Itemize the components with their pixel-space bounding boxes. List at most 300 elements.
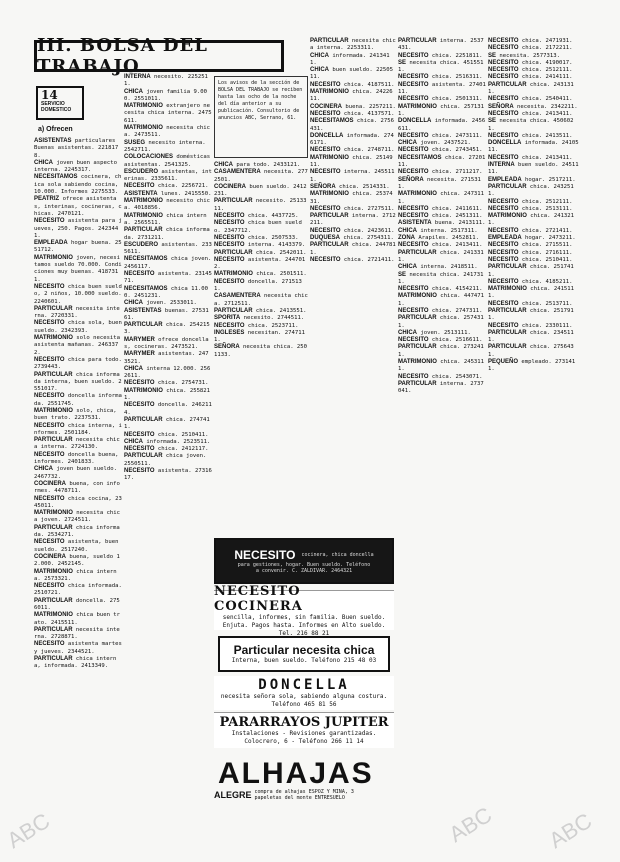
- classified-ad-text: chica. 2542011.: [252, 249, 307, 256]
- classified-ad: [398, 191, 486, 206]
- classified-ad: [124, 380, 212, 387]
- classified-ad: [488, 199, 580, 206]
- classified-ad-keyword: NECESITO: [310, 147, 341, 154]
- classified-ad-keyword: PARTICULAR: [34, 626, 73, 633]
- classified-ad: [488, 104, 580, 111]
- classified-ad-text: chica. 2413411.: [428, 242, 483, 249]
- classified-ad: [124, 402, 212, 417]
- classified-ad-keyword: CHICA: [310, 67, 329, 74]
- classified-ad-text: chica. 2510411.: [154, 431, 209, 438]
- classified-column-5: [488, 38, 580, 838]
- classified-ad: [124, 74, 212, 89]
- classified-ad: [124, 227, 212, 242]
- classified-ad: [398, 38, 486, 53]
- classified-ad: [34, 160, 122, 175]
- classified-ad-keyword: PARTICULAR: [124, 227, 163, 234]
- classified-ad-text: necesita chica. 2417311.: [398, 271, 484, 285]
- classified-ad-keyword: NECESITO: [398, 52, 429, 59]
- classified-ad: [34, 612, 122, 627]
- classified-ad: [398, 74, 486, 81]
- classified-ad-keyword: CHICA: [398, 140, 417, 147]
- classified-ad-keyword: PARTICULAR: [398, 38, 437, 44]
- classified-ad-text: chica. 2540411.: [518, 96, 573, 103]
- classified-ad: [398, 272, 486, 287]
- classified-ad-text: necesita. 2772501.: [214, 169, 308, 183]
- classified-ad-keyword: ESCUDERO: [124, 241, 159, 248]
- classified-ad-text: chica. 2431311.: [488, 81, 574, 96]
- classified-ad-text: chica. 2756431.: [310, 118, 394, 132]
- classified-ad-text: joven buen aspecto interna. 2245317.: [34, 159, 117, 174]
- classified-ad-keyword: CHICA: [398, 329, 417, 336]
- classified-ad-text: chica. 4187511.: [340, 81, 395, 88]
- classified-ad-text: joven familia 9.000. 2551011.: [124, 88, 207, 102]
- classified-ad-keyword: NECESITO: [34, 320, 65, 327]
- classified-ad: [214, 344, 308, 359]
- classified-ad-text: interna. 2712211.: [310, 213, 396, 227]
- classified-ad-text: joven. 2513111.: [417, 329, 471, 336]
- classified-ad-text: chica. 2413311.: [398, 249, 484, 263]
- classified-ad-text: interna. 2455111.: [310, 169, 395, 183]
- notice-text: Los avisos de la sección de BOLSA DEL TRABAJO se reciben hasta las ocho de la noche del día anterior a su publicación. Consultorio de anuncios ABC, Serrano, 61.: [218, 80, 303, 121]
- classified-ad: [398, 60, 486, 75]
- classified-ad-text: solo necesita asistenta mañanas. 2463372.: [34, 335, 121, 356]
- classified-ad-text: chica. 2747311.: [428, 307, 483, 314]
- classified-ad: [488, 38, 580, 45]
- classified-ad: [34, 583, 122, 598]
- classified-ad: [488, 140, 580, 155]
- classified-ad-text: necesita. 2715311.: [398, 176, 481, 190]
- classified-ad: [488, 96, 580, 103]
- ad-necesito-title: NECESITO: [234, 548, 296, 562]
- classified-ad-keyword: NECESITO: [488, 256, 519, 263]
- classified-ad-keyword: DONCELLA: [488, 140, 522, 147]
- classified-ad-text: chica. 2523711.: [244, 322, 299, 329]
- classified-ad-text: chica. 2716111.: [518, 249, 573, 256]
- classified-ad: [310, 184, 396, 191]
- classified-ad-text: buen sueldo. 2451111.: [488, 162, 579, 176]
- classified-ad: [124, 468, 212, 483]
- classified-ad-keyword: DONCELLA: [398, 118, 432, 125]
- classified-ad: [34, 306, 122, 321]
- classified-ad: [214, 235, 308, 242]
- classified-ad: [124, 351, 212, 366]
- classified-ad-keyword: PARTICULAR: [488, 329, 527, 336]
- classified-ad: [34, 525, 122, 540]
- classified-ad-keyword: PARTICULAR: [488, 183, 527, 190]
- classified-ad-text: chica. 2453111.: [398, 359, 485, 373]
- classified-ad: [398, 337, 486, 344]
- classified-ad-text: chica. 2415111.: [488, 286, 575, 300]
- section-header-title: III. BOLSA DEL TRABAJO: [37, 35, 208, 77]
- classified-ad-text: chica. 2513711.: [518, 300, 573, 307]
- classified-ad: [488, 330, 580, 345]
- classified-ad-keyword: NECESITO: [214, 234, 245, 241]
- classified-ad-keyword: MATRIMONIO: [34, 612, 73, 619]
- classified-ad-text: chica. 2251811.: [428, 52, 483, 59]
- classified-ad: [34, 641, 122, 656]
- classified-ad-keyword: NECESITO: [214, 213, 245, 220]
- classified-ad-text: necesita chica. 4515511.: [398, 59, 484, 74]
- classified-column-3-top: [214, 162, 308, 534]
- classified-ad-text: chica. 2571311.: [398, 103, 485, 117]
- classified-ad-keyword: ESCUDERO: [124, 168, 159, 175]
- classified-ad: [214, 271, 308, 278]
- classified-ad-text: chica. 2256721.: [154, 183, 209, 190]
- classified-ad-text: solo, chica, buen trato. 2237531.: [34, 407, 117, 422]
- classified-ad: [34, 539, 122, 554]
- classified-ad: [488, 264, 580, 279]
- classified-ad-keyword: PARTICULAR: [34, 437, 73, 444]
- classified-ad-text: asistenta. 2731617.: [124, 468, 212, 482]
- classified-ad-keyword: NECESITO: [310, 256, 341, 263]
- classified-ad-keyword: NECESITO: [398, 132, 429, 139]
- classified-ad-keyword: NECESITO: [488, 38, 519, 44]
- classified-ad: [310, 118, 396, 133]
- classified-ad: [310, 169, 396, 184]
- classified-ad-text: chica. 2517411.: [488, 264, 574, 278]
- classified-ad-keyword: NECESITO: [488, 322, 519, 329]
- classified-column-2: [124, 74, 212, 838]
- classified-ad-text: doncella buena, informes. 2401833.: [34, 451, 119, 466]
- ad-doncella: [214, 676, 394, 710]
- classified-ad-text: asistenta para jueves, 250. Pagos. 2423441.: [34, 218, 122, 239]
- classified-ad-keyword: DONCELLA: [310, 132, 344, 139]
- classified-ad-keyword: NECESITAMOS: [34, 174, 78, 181]
- classified-ad: [488, 323, 580, 330]
- classified-ad-text: necesita. 2342211.: [513, 103, 578, 110]
- classified-ad-keyword: MATRIMONIO: [124, 212, 163, 219]
- classified-ad: [214, 162, 308, 169]
- classified-ad: [214, 213, 308, 220]
- classified-ad: [34, 284, 122, 306]
- classified-ad-text: necesita interna. 2720331.: [34, 305, 120, 320]
- classified-ad: [398, 381, 486, 396]
- classified-ad-text: chica. 2510411.: [518, 256, 573, 263]
- classified-ad-text: chica. 2743451.: [428, 147, 483, 154]
- classified-ad-text: chica. 2711217.: [428, 169, 483, 176]
- classified-ad-keyword: MATRIMONIO: [398, 103, 437, 110]
- classified-ad-text: joven. 2437521.: [417, 140, 471, 147]
- classified-ad: [214, 308, 308, 315]
- classified-ad-keyword: NECESITO: [310, 169, 341, 176]
- classified-ad: [214, 330, 308, 345]
- classified-ad-text: chica. 2411611.: [428, 205, 483, 212]
- classified-ad: [34, 335, 122, 357]
- classified-ad-text: chica. 2512111.: [518, 198, 573, 205]
- ad-necesito-line1: cocinera, chica doncella: [301, 552, 374, 558]
- classified-ad: [124, 446, 212, 453]
- classified-ad: [310, 104, 396, 111]
- classified-ad-keyword: MATRIMONIO: [488, 286, 527, 293]
- classified-ad-text: chica interna. 2573321.: [34, 568, 117, 582]
- classified-ad-keyword: PARTICULAR: [398, 344, 437, 351]
- classified-ad-text: chica. 2422611.: [310, 89, 393, 103]
- classified-ad: [488, 235, 580, 242]
- classified-ad-text: chica. 2447811.: [310, 242, 396, 256]
- classified-ad-keyword: MARYMER: [124, 351, 155, 358]
- classified-ad-keyword: CHICA: [34, 466, 53, 473]
- classified-ad: [398, 359, 486, 374]
- classified-ad-text: chica. 2501511.: [252, 271, 307, 278]
- classified-ad-keyword: COCINERA: [310, 103, 343, 110]
- classified-ad: [398, 133, 486, 140]
- classified-ad: [124, 388, 212, 403]
- classified-ad-keyword: CHICA: [124, 88, 143, 95]
- classified-ad-text: chica. 2721411.: [340, 256, 395, 263]
- classified-ad-keyword: CHICA: [34, 159, 53, 166]
- classified-ad-keyword: NECESITO: [124, 402, 155, 409]
- classified-ad-keyword: SEÑORA: [214, 344, 240, 351]
- classified-ad-keyword: SPORITA: [214, 315, 241, 322]
- classified-ad: [124, 453, 212, 468]
- classified-ad-keyword: PARTICULAR: [398, 249, 437, 256]
- classified-ad-text: chica para todo. 2739443.: [34, 356, 122, 371]
- classified-ad-keyword: SE: [398, 271, 407, 278]
- classified-ad-keyword: NECESITO: [124, 380, 155, 387]
- classified-ad-text: chica cocina, 2345011.: [34, 495, 122, 509]
- classified-ad: [488, 257, 580, 264]
- classified-ad-keyword: NECESITO: [310, 110, 341, 117]
- subsection-title-line2: DOMESTICO: [41, 107, 72, 113]
- classified-ad-keyword: MATRIMONIO: [398, 191, 437, 198]
- classified-ad-text: chica. 2754311.: [340, 235, 394, 242]
- classified-ad-text: necesita. 2577313.: [496, 52, 561, 59]
- classified-column-4: [398, 38, 486, 838]
- classified-ad: [310, 133, 396, 148]
- classified-ad: [34, 510, 122, 525]
- classified-ad: [398, 169, 486, 176]
- classified-ad-keyword: PARTICULAR: [34, 597, 73, 604]
- classified-ad: [124, 183, 212, 190]
- ad-cocinera-body: sencilla, informes, sin familia. Buen sueldo. Enjuta. Pagos hasta. Informes en Alto sueldo. Tel. 216 88 21: [222, 613, 386, 637]
- classified-ad-keyword: EMPLEADA: [488, 176, 522, 183]
- classified-ad-text: joven, necesitamos sueldo 70.000. Condiciones muy buenas. 4187311.: [34, 254, 122, 283]
- classified-ad: [214, 198, 308, 213]
- classified-ad: [398, 242, 486, 249]
- ad-necesito-line3: a convenir. C. ZALDIVAR. 2464321: [255, 568, 353, 574]
- classified-ad: [398, 235, 486, 242]
- subsection-number: 14: [41, 88, 58, 102]
- classified-ad: [488, 344, 580, 359]
- ad-necesito-line2: para gestiones, hogar. Buen sueldo. Teléfono: [237, 562, 371, 568]
- classified-ad: [214, 184, 308, 199]
- ad-doncella-title: DONCELLA: [258, 677, 350, 693]
- classified-ad-text: chica. 2543071.: [428, 373, 483, 380]
- classified-ad-keyword: NECESITO: [398, 337, 429, 344]
- classified-ad-keyword: PARTICULAR: [398, 380, 437, 387]
- classified-ad: [488, 250, 580, 257]
- classified-ad-keyword: PARTICULAR: [34, 656, 73, 663]
- classified-ad: [124, 366, 212, 381]
- classified-ad-keyword: NECESITO: [488, 154, 519, 161]
- ad-alhajas-prefix: ALEGRE: [214, 790, 252, 800]
- ad-cocinera: [214, 583, 394, 637]
- classified-ad-keyword: COCINERA: [34, 480, 67, 487]
- classified-ad-text: chica. 2558211.: [124, 387, 211, 402]
- classified-ad: [488, 60, 580, 67]
- classified-ad: [398, 308, 486, 315]
- classified-ad-text: chica. 2720111.: [398, 154, 486, 169]
- classified-ad: [34, 466, 122, 481]
- classified-ad-keyword: PARTICULAR: [488, 344, 527, 351]
- classified-ad-text: hogar buena. 2551712.: [34, 240, 122, 254]
- classified-ad-text: chica. 2330111.: [518, 322, 573, 329]
- classified-ad-text: buena. 2257211.: [342, 103, 396, 110]
- classified-ad-keyword: PARTICULAR: [214, 198, 253, 205]
- classified-ad-text: informada. 2413411.: [310, 52, 390, 66]
- classified-ad-keyword: ASISTENTA: [124, 190, 158, 197]
- classified-ad-keyword: ASISTENTAS: [124, 307, 162, 314]
- classified-ad-keyword: CHICA: [310, 52, 329, 59]
- classified-ad-keyword: PARTICULAR: [34, 524, 73, 531]
- classified-ad-keyword: PARTICULAR: [310, 38, 349, 44]
- classified-ad-text: cocinera, chica sola sabiendo cocina, 10.000. Informes 2275533.: [34, 174, 122, 196]
- classified-ad-keyword: NECESITO: [398, 147, 429, 154]
- classified-ad-keyword: CHICA: [214, 162, 233, 168]
- classified-ad-keyword: NECESITAMOS: [310, 118, 354, 125]
- classified-ad-keyword: NECESITO: [34, 422, 65, 429]
- classified-ad: [34, 423, 122, 438]
- classified-ad: [488, 213, 580, 228]
- classified-ad-keyword: NECESITO: [488, 59, 519, 66]
- classified-ad: [124, 169, 212, 184]
- classified-ad-text: joven. 2533011.: [143, 300, 197, 307]
- classified-ad-keyword: SE: [488, 52, 497, 59]
- classified-ad-text: informada. 2523511.: [143, 438, 211, 445]
- classified-ad-keyword: NECESITO: [214, 220, 245, 227]
- classified-ad-keyword: PARTICULAR: [488, 307, 527, 314]
- watermark-1: ABC: [2, 807, 55, 854]
- classified-ad-keyword: SEÑORA: [310, 183, 336, 190]
- classified-ad-keyword: MATRIMONIO: [310, 191, 349, 198]
- classified-column-3b: [310, 38, 396, 534]
- classified-ad-text: chica. 2451311.: [428, 213, 483, 220]
- classified-ad-keyword: NECESITO: [34, 641, 65, 648]
- classified-ad-text: doncella. 2756011.: [34, 597, 120, 611]
- subsection-title-line1: SERVICIO: [41, 101, 65, 107]
- classified-ad-text: chica. 2517911.: [488, 307, 574, 322]
- classified-ad: [34, 452, 122, 467]
- classified-column-1: [34, 138, 122, 838]
- classified-ad: [488, 45, 580, 52]
- classified-ad-keyword: NECESITO: [34, 218, 65, 225]
- classified-ad: [488, 162, 580, 177]
- classified-ad-text: particulares Buenas asistentas. 2218178.: [34, 138, 119, 159]
- classified-ad: [124, 242, 212, 257]
- classified-ad-keyword: NECESITO: [124, 271, 155, 278]
- classified-ad-keyword: NECESITO: [488, 300, 519, 307]
- classified-ad-text: chica. 2471931.: [518, 38, 573, 44]
- classified-ad-text: chica buen sueldo. 2347712.: [214, 220, 302, 234]
- classified-ad-keyword: NECESITO: [34, 356, 65, 363]
- classified-ad: [124, 337, 212, 352]
- classified-ad-keyword: SE: [488, 118, 497, 125]
- classified-ad-keyword: PARTICULAR: [488, 264, 527, 271]
- classified-ad-keyword: NECESITO: [398, 373, 429, 380]
- classified-ad: [214, 279, 308, 294]
- classified-ad-text: chica. 2432511.: [488, 183, 574, 198]
- classified-ad-text: chica. 2516311.: [428, 74, 483, 81]
- watermark-2: ABC: [444, 801, 497, 848]
- classified-ad-text: informada. 2746171.: [310, 132, 394, 147]
- ad-pararrayos: [214, 712, 394, 748]
- classified-ad-text: chica. 2413551.: [252, 307, 307, 314]
- classified-ad: [34, 393, 122, 408]
- classified-ad: [488, 74, 580, 81]
- classified-ad-text: asistentas. 2473521.: [124, 351, 209, 365]
- classified-ad: [124, 154, 212, 169]
- classified-ad-text: chica. 2537431.: [310, 191, 393, 205]
- classified-ad-keyword: NECESITO: [488, 242, 519, 249]
- classified-ad-keyword: MATRIMONIO: [214, 271, 253, 278]
- classified-ad-keyword: EMPLEADA: [34, 240, 68, 247]
- classified-ad-text: buenas. 2753161.: [124, 307, 209, 321]
- classified-ad: [488, 279, 580, 286]
- classified-ad-text: interna 12.000. 2562611.: [124, 365, 211, 380]
- classified-ad: [34, 437, 122, 452]
- classified-ad: [124, 432, 212, 439]
- classified-ad: [398, 315, 486, 330]
- classified-ad: [310, 89, 396, 104]
- classified-ad: [488, 177, 580, 184]
- classified-ad-keyword: PARTICULAR: [124, 453, 163, 460]
- subsection-subheading: a) Ofrecen: [38, 126, 73, 133]
- classified-ad-text: chica. 2754731.: [154, 380, 209, 387]
- classified-ad-text: buena, con informes. 4478711.: [34, 480, 120, 495]
- classified-ad-text: chica. 2748711.: [340, 147, 395, 154]
- classified-ad: [214, 315, 308, 322]
- classified-ad: [488, 242, 580, 249]
- classified-ad: [488, 133, 580, 140]
- classified-ad-keyword: NECESITO: [488, 205, 519, 212]
- classified-ad-text: necesita chica. 2712511.: [214, 293, 308, 307]
- classified-ad-text: doncella. 2715131.: [214, 278, 302, 293]
- classified-ad: [398, 96, 486, 103]
- classified-ad-text: Arapiles. 2452811.: [415, 235, 479, 242]
- classified-ad-text: chica. 2747411.: [124, 416, 210, 431]
- classified-ad-text: chica. 2542153.: [124, 322, 210, 336]
- classified-ad: [310, 257, 396, 264]
- classified-ad: [124, 308, 212, 323]
- classified-ad-text: chica. 2414111.: [518, 74, 573, 81]
- classified-ad-keyword: SE: [398, 59, 407, 66]
- classified-ad-text: chica joven. 2550511.: [124, 453, 207, 467]
- classified-ad: [214, 220, 308, 235]
- classified-ad-keyword: NECESITO: [488, 132, 519, 139]
- classified-ad-keyword: NECESITO: [398, 169, 429, 176]
- classified-ad: [310, 38, 396, 53]
- classified-ad-keyword: NECESITO: [124, 468, 155, 475]
- classified-ad-text: chica interna, informada. 2413349.: [34, 656, 117, 670]
- classified-ad: [310, 206, 396, 213]
- classified-ad: [398, 177, 486, 192]
- classified-ad-keyword: NECESITO: [398, 307, 429, 314]
- classified-ad-keyword: NECESITO: [488, 278, 519, 285]
- classified-ad-keyword: ASISTENTAS: [34, 138, 72, 144]
- classified-ad: [398, 82, 486, 97]
- classified-ad: [214, 293, 308, 308]
- classified-ad-text: necesito interna. 2542711.: [124, 139, 206, 153]
- classified-ad-text: chica. 2412117.: [154, 446, 209, 453]
- classified-ad-text: extranjero necesita chica interna. 2475611.: [124, 103, 212, 124]
- classified-ad: [124, 213, 212, 228]
- classified-ad-keyword: PARTICULAR: [488, 81, 527, 88]
- classified-ad-keyword: CASAMENTERA: [214, 293, 261, 300]
- classified-ad-keyword: MATRIMONIO: [124, 125, 163, 132]
- classified-ad: [124, 271, 212, 286]
- classified-ad: [310, 53, 396, 68]
- classified-ad-keyword: PARTICULAR: [34, 371, 73, 378]
